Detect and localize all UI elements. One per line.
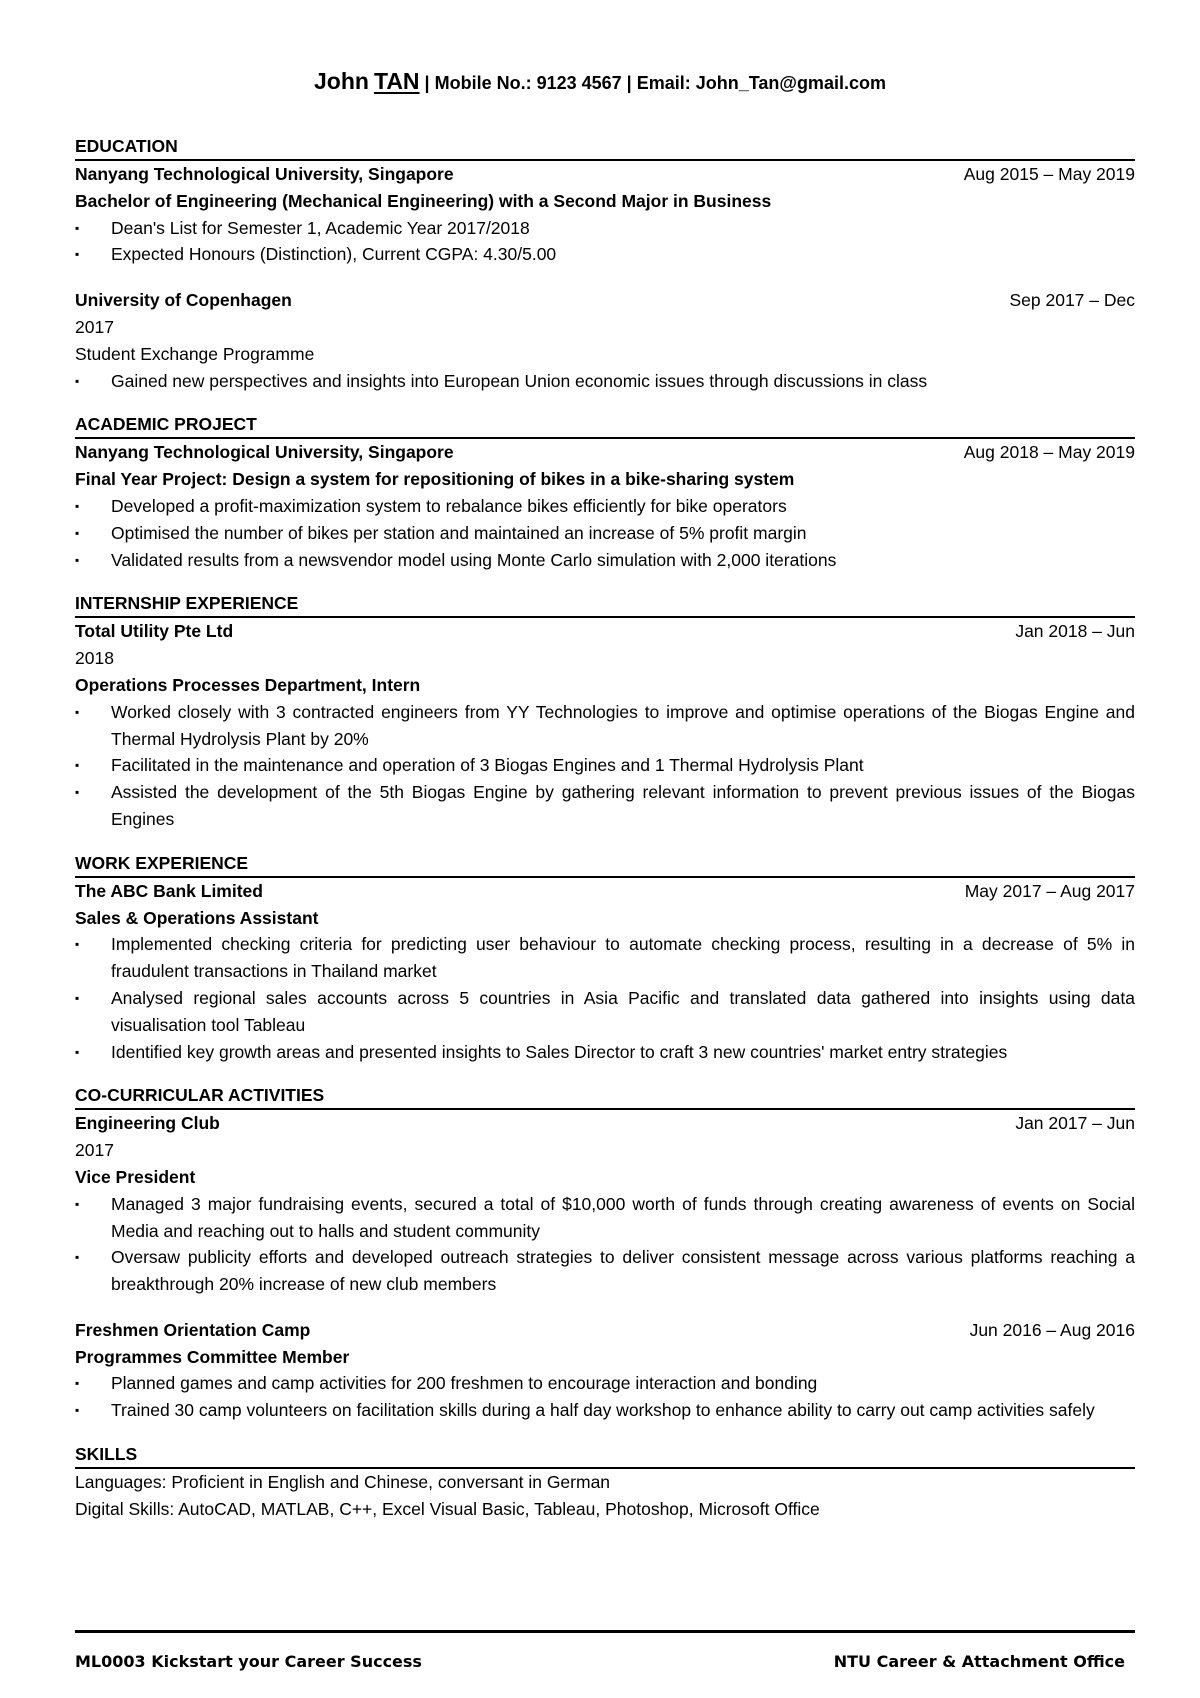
bullet-list xyxy=(75,368,1135,395)
entry-date-cont: 2018 xyxy=(75,648,114,669)
bullet-item: ▪ Implemented checking criteria for predicting user behaviour to automate checking process, resulting in a decrease of 5% in fraudulent transactions in Thailand market xyxy=(75,931,1135,985)
entry-role: Bachelor of Engineering (Mechanical Engineering) with a Second Major in Business xyxy=(75,190,772,211)
cca-entry-engineering-club xyxy=(75,1110,1135,1298)
last-name: TAN xyxy=(373,68,420,94)
entry-date: Jan 2018 – Jun xyxy=(1015,621,1135,642)
entry-date: Sep 2017 – Dec xyxy=(1009,290,1135,311)
bullet-item: ▪ Assisted the development of the 5th Biogas Engine by gathering relevant information to prevent previous issues of the Biogas Engines xyxy=(75,779,1135,833)
section-title-skills: SKILLS xyxy=(75,1441,1135,1469)
bullet-list xyxy=(75,931,1135,1065)
entry-org: Engineering Club xyxy=(75,1113,220,1134)
bullet-item: ▪ Dean's List for Semester 1, Academic Year 2017/2018 xyxy=(75,215,1135,242)
bullet-item: ▪ Planned games and camp activities for 200 freshmen to encourage interaction and bonding xyxy=(75,1370,1135,1397)
entry-org: Nanyang Technological University, Singapore xyxy=(75,442,454,463)
first-name: John xyxy=(314,68,369,94)
section-title-work: WORK EXPERIENCE xyxy=(75,850,1135,878)
entry-org: Freshmen Orientation Camp xyxy=(75,1319,311,1340)
contact-info: | Mobile No.: 9123 4567 | Email: John_Tan@gmail.com xyxy=(419,73,886,93)
page-footer xyxy=(75,1652,1125,1671)
education-entry-copenhagen xyxy=(75,287,1135,394)
bullet-item: ▪ Expected Honours (Distinction), Current CGPA: 4.30/5.00 xyxy=(75,241,1135,268)
entry-role: Vice President xyxy=(75,1166,196,1187)
bullet-list xyxy=(75,215,1135,269)
bullet-item: ▪ Optimised the number of bikes per station and maintained an increase of 5% profit margin xyxy=(75,520,1135,547)
bullet-item: ▪ Gained new perspectives and insights into European Union economic issues through discussions in class xyxy=(75,368,1135,395)
bullet-list xyxy=(75,1370,1135,1424)
entry-role: Sales & Operations Assistant xyxy=(75,907,319,928)
education-entry-ntu xyxy=(75,161,1135,268)
entry-date-cont: 2017 xyxy=(75,316,114,337)
footer-right: NTU Career & Attachment Office xyxy=(833,1652,1125,1671)
skills-languages: Languages: Proficient in English and Chinese, conversant in German xyxy=(75,1472,611,1493)
section-title-cca: CO-CURRICULAR ACTIVITIES xyxy=(75,1082,1135,1110)
section-title-education: EDUCATION xyxy=(75,133,1135,161)
entry-role: Programmes Committee Member xyxy=(75,1346,350,1367)
bullet-item: ▪ Oversaw publicity efforts and developed outreach strategies to deliver consistent message across various platforms reaching a breakthrough 20% increase of new club members xyxy=(75,1244,1135,1298)
bullet-item: ▪ Trained 30 camp volunteers on facilitation skills during a half day workshop to enhance ability to carry out camp activities safely xyxy=(75,1397,1135,1424)
skills-digital: Digital Skills: AutoCAD, MATLAB, C++, Excel Visual Basic, Tableau, Photoshop, Microsoft Office xyxy=(75,1498,820,1519)
bullet-list xyxy=(75,699,1135,833)
entry-date: Jun 2016 – Aug 2016 xyxy=(969,1319,1135,1340)
entry-org: The ABC Bank Limited xyxy=(75,880,263,901)
entry-date: Aug 2018 – May 2019 xyxy=(963,442,1135,463)
internship-entry xyxy=(75,618,1135,832)
bullet-item: ▪ Facilitated in the maintenance and operation of 3 Biogas Engines and 1 Thermal Hydrolysis Plant xyxy=(75,752,1135,779)
entry-date-cont: 2017 xyxy=(75,1140,114,1161)
entry-org: University of Copenhagen xyxy=(75,290,292,311)
bullet-list xyxy=(75,1191,1135,1298)
entry-role: Final Year Project: Design a system for repositioning of bikes in a bike-sharing system xyxy=(75,469,795,490)
cca-entry-orientation-camp xyxy=(75,1317,1135,1424)
entry-date: May 2017 – Aug 2017 xyxy=(964,880,1135,901)
section-title-project: ACADEMIC PROJECT xyxy=(75,411,1135,439)
project-entry xyxy=(75,439,1135,573)
entry-date: Aug 2015 – May 2019 xyxy=(963,164,1135,184)
work-entry xyxy=(75,878,1135,1066)
entry-org: Total Utility Pte Ltd xyxy=(75,621,234,642)
bullet-item: ▪ Validated results from a newsvendor model using Monte Carlo simulation with 2,000 iterations xyxy=(75,547,1135,574)
bullet-item: ▪ Identified key growth areas and presented insights to Sales Director to craft 3 new countries' market entry strategies xyxy=(75,1039,1135,1066)
entry-role: Operations Processes Department, Intern xyxy=(75,674,421,695)
bullet-list xyxy=(75,493,1135,573)
resume-header xyxy=(0,66,1200,98)
bullet-item: ▪ Developed a profit-maximization system to rebalance bikes efficiently for bike operators xyxy=(75,493,1135,520)
entry-org: Nanyang Technological University, Singapore xyxy=(75,164,454,184)
bullet-item: ▪ Worked closely with 3 contracted engineers from YY Technologies to improve and optimise operations of the Biogas Engine and Thermal Hydrolysis Plant by 20% xyxy=(75,699,1135,753)
entry-date: Jan 2017 – Jun xyxy=(1015,1113,1135,1134)
entry-role: Student Exchange Programme xyxy=(75,343,315,364)
section-title-internship: INTERNSHIP EXPERIENCE xyxy=(75,590,1135,618)
footer-left: ML0003 Kickstart your Career Success xyxy=(75,1652,422,1671)
bullet-item: ▪ Analysed regional sales accounts across 5 countries in Asia Pacific and translated data gathered into insights using data visualisation tool Tableau xyxy=(75,985,1135,1039)
resume-body xyxy=(75,133,1135,1523)
bullet-item: ▪ Managed 3 major fundraising events, secured a total of $10,000 worth of funds through creating awareness of events on Social Media and reaching out to halls and student community xyxy=(75,1191,1135,1245)
footer-divider xyxy=(75,1630,1135,1633)
